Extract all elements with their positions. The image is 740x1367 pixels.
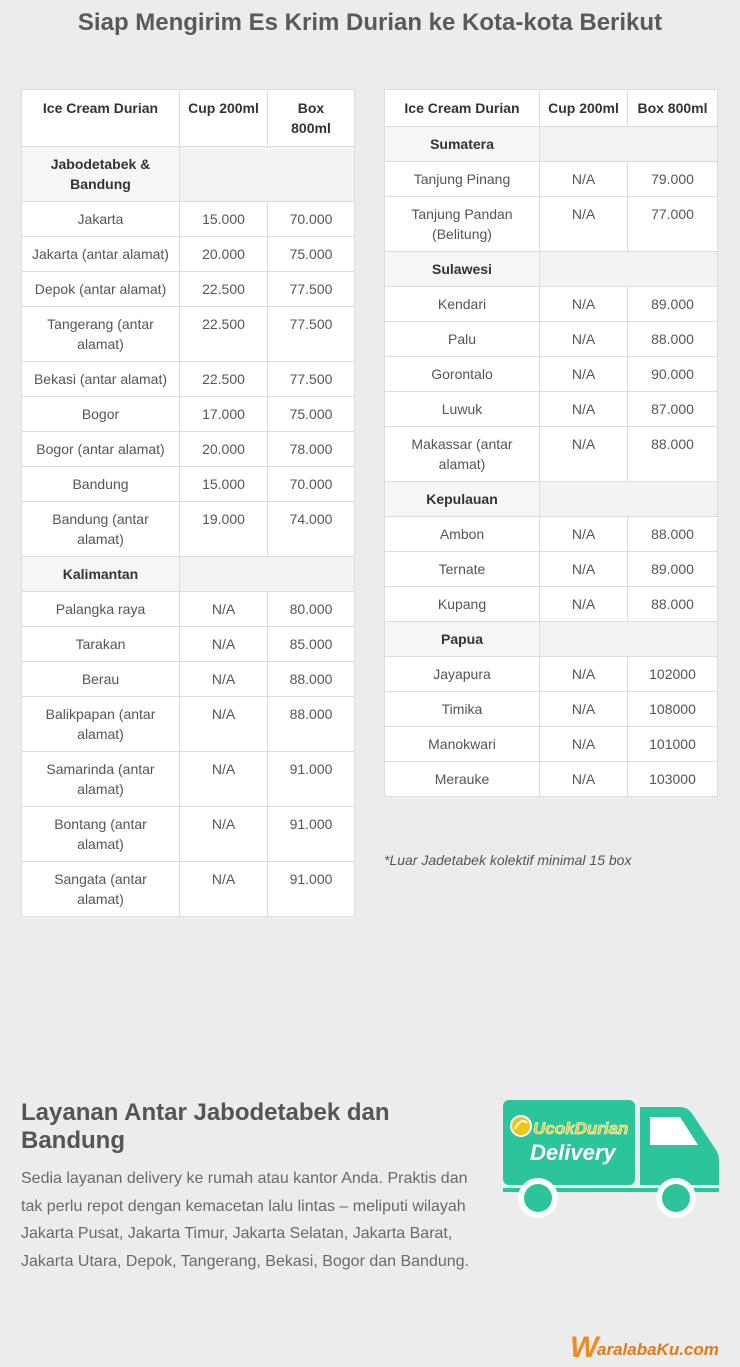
cup-price-cell: N/A xyxy=(540,762,628,797)
cup-price-cell: N/A xyxy=(180,807,268,862)
region-label: Sulawesi xyxy=(385,252,540,287)
box-price-cell: 70.000 xyxy=(268,467,355,502)
table-header-row xyxy=(385,90,718,127)
cup-price-cell: 22.500 xyxy=(180,362,268,397)
price-table-right xyxy=(384,89,718,797)
watermark-logo xyxy=(570,1330,738,1367)
cup-price-cell: N/A xyxy=(180,862,268,917)
cup-price-cell: N/A xyxy=(540,517,628,552)
box-price-cell: 91.000 xyxy=(268,807,355,862)
cup-price-cell: 15.000 xyxy=(180,467,268,502)
cup-price-cell: N/A xyxy=(540,427,628,482)
box-price-cell: 77.500 xyxy=(268,272,355,307)
table-row xyxy=(385,587,718,622)
cup-price-cell: N/A xyxy=(180,592,268,627)
page-title: Siap Mengirim Es Krim Durian ke Kota-kota Berikut xyxy=(77,9,663,36)
city-cell: Ternate xyxy=(385,552,540,587)
cup-price-cell: N/A xyxy=(540,322,628,357)
box-price-cell: 88.000 xyxy=(628,517,718,552)
wheel-rear-hub xyxy=(524,1184,552,1212)
box-price-cell: 91.000 xyxy=(268,752,355,807)
box-price-cell: 88.000 xyxy=(628,322,718,357)
table-body xyxy=(22,147,355,917)
table-row xyxy=(385,197,718,252)
cup-price-cell: N/A xyxy=(540,587,628,622)
durian-logo-icon xyxy=(511,1116,531,1136)
city-cell: Jayapura xyxy=(385,657,540,692)
price-table-left xyxy=(21,89,355,917)
table-row xyxy=(385,427,718,482)
city-cell: Samarinda (antar alamat) xyxy=(22,752,180,807)
region-empty-cell xyxy=(540,252,718,287)
city-cell: Bekasi (antar alamat) xyxy=(22,362,180,397)
table-row xyxy=(385,392,718,427)
cup-price-cell: N/A xyxy=(180,627,268,662)
table-row xyxy=(385,287,718,322)
box-price-cell: 75.000 xyxy=(268,237,355,272)
delivery-truck-icon xyxy=(500,1095,720,1230)
city-cell: Bandung (antar alamat) xyxy=(22,502,180,557)
region-row xyxy=(385,127,718,162)
region-label: Sumatera xyxy=(385,127,540,162)
box-price-cell: 88.000 xyxy=(628,427,718,482)
table-row xyxy=(22,362,355,397)
region-empty-cell xyxy=(180,557,355,592)
cup-price-cell: 17.000 xyxy=(180,397,268,432)
box-price-cell: 88.000 xyxy=(628,587,718,622)
header-cup: Cup 200ml xyxy=(180,90,268,147)
box-price-cell: 88.000 xyxy=(268,697,355,752)
cup-price-cell: N/A xyxy=(540,357,628,392)
city-cell: Palangka raya xyxy=(22,592,180,627)
wheel-front-hub xyxy=(662,1184,690,1212)
truck-brand-text: UcokDurian xyxy=(533,1119,629,1138)
cup-price-cell: N/A xyxy=(540,692,628,727)
city-cell: Gorontalo xyxy=(385,357,540,392)
table-row xyxy=(22,752,355,807)
table-row xyxy=(22,662,355,697)
cup-price-cell: N/A xyxy=(540,727,628,762)
region-empty-cell xyxy=(540,482,718,517)
cup-price-cell: 15.000 xyxy=(180,202,268,237)
box-price-cell: 89.000 xyxy=(628,287,718,322)
cup-price-cell: N/A xyxy=(540,552,628,587)
section-text: Sedia layanan delivery ke rumah atau kantor Anda. Praktis dan tak perlu repot dengan kemacetan lalu lintas – meliputi wilayah Jakarta Pusat, Jakarta Timur, Jakarta Selatan, Jakarta Barat, Jakarta Utara, Depok, Tangerang, Bekasi, Bogor dan Bandung. xyxy=(21,1170,469,1270)
cup-price-cell: N/A xyxy=(540,392,628,427)
region-label: Kepulauan xyxy=(385,482,540,517)
box-price-cell: 102000 xyxy=(628,657,718,692)
table-row xyxy=(385,727,718,762)
table-header-row xyxy=(22,90,355,147)
table-row xyxy=(22,467,355,502)
city-cell: Tanjung Pinang xyxy=(385,162,540,197)
city-cell: Depok (antar alamat) xyxy=(22,272,180,307)
cup-price-cell: N/A xyxy=(540,287,628,322)
box-price-cell: 77.500 xyxy=(268,307,355,362)
box-price-cell: 85.000 xyxy=(268,627,355,662)
header-box: Box 800ml xyxy=(268,90,355,147)
box-price-cell: 108000 xyxy=(628,692,718,727)
region-row xyxy=(385,622,718,657)
city-cell: Tarakan xyxy=(22,627,180,662)
box-price-cell: 87.000 xyxy=(628,392,718,427)
city-cell: Sangata (antar alamat) xyxy=(22,862,180,917)
city-cell: Timika xyxy=(385,692,540,727)
box-price-cell: 101000 xyxy=(628,727,718,762)
city-cell: Kupang xyxy=(385,587,540,622)
header-cup: Cup 200ml xyxy=(540,90,628,127)
city-cell: Manokwari xyxy=(385,727,540,762)
box-price-cell: 103000 xyxy=(628,762,718,797)
region-label: Kalimantan xyxy=(22,557,180,592)
city-cell: Tanjung Pandan (Belitung) xyxy=(385,197,540,252)
cup-price-cell: N/A xyxy=(180,752,268,807)
box-price-cell: 80.000 xyxy=(268,592,355,627)
table-row xyxy=(22,432,355,467)
city-cell: Luwuk xyxy=(385,392,540,427)
city-cell: Ambon xyxy=(385,517,540,552)
city-cell: Makassar (antar alamat) xyxy=(385,427,540,482)
cup-price-cell: 19.000 xyxy=(180,502,268,557)
region-empty-cell xyxy=(540,127,718,162)
cup-price-cell: 22.500 xyxy=(180,307,268,362)
region-row xyxy=(22,147,355,202)
city-cell: Balikpapan (antar alamat) xyxy=(22,697,180,752)
city-cell: Palu xyxy=(385,322,540,357)
table-row xyxy=(22,627,355,662)
box-price-cell: 75.000 xyxy=(268,397,355,432)
city-cell: Bogor (antar alamat) xyxy=(22,432,180,467)
box-price-cell: 78.000 xyxy=(268,432,355,467)
box-price-cell: 77.000 xyxy=(628,197,718,252)
city-cell: Jakarta xyxy=(22,202,180,237)
shipping-note: *Luar Jadetabek kolektif minimal 15 box xyxy=(384,852,632,868)
table-row xyxy=(385,762,718,797)
city-cell: Bandung xyxy=(22,467,180,502)
region-empty-cell xyxy=(180,147,355,202)
region-label: Jabodetabek & Bandung xyxy=(22,147,180,202)
cup-price-cell: 20.000 xyxy=(180,432,268,467)
table-row xyxy=(385,517,718,552)
table-row xyxy=(385,657,718,692)
cup-price-cell: N/A xyxy=(540,162,628,197)
table-row xyxy=(385,322,718,357)
box-price-cell: 74.000 xyxy=(268,502,355,557)
box-price-cell: 91.000 xyxy=(268,862,355,917)
header-name: Ice Cream Durian xyxy=(385,90,540,127)
table-body xyxy=(385,127,718,797)
cup-price-cell: 20.000 xyxy=(180,237,268,272)
cup-price-cell: N/A xyxy=(540,657,628,692)
box-price-cell: 89.000 xyxy=(628,552,718,587)
table-row xyxy=(22,862,355,917)
section-title: Layanan Antar Jabodetabek dan Bandung xyxy=(21,1099,390,1154)
table-row xyxy=(22,307,355,362)
truck-sub-text: Delivery xyxy=(530,1140,616,1165)
city-cell: Tangerang (antar alamat) xyxy=(22,307,180,362)
table-row xyxy=(22,237,355,272)
table-row xyxy=(22,397,355,432)
header-box: Box 800ml xyxy=(628,90,718,127)
box-price-cell: 79.000 xyxy=(628,162,718,197)
city-cell: Jakarta (antar alamat) xyxy=(22,237,180,272)
cup-price-cell: N/A xyxy=(180,697,268,752)
table-row xyxy=(22,807,355,862)
region-label: Papua xyxy=(385,622,540,657)
header-name: Ice Cream Durian xyxy=(22,90,180,147)
table-row xyxy=(385,552,718,587)
watermark-w: W xyxy=(570,1331,599,1362)
box-price-cell: 70.000 xyxy=(268,202,355,237)
city-cell: Berau xyxy=(22,662,180,697)
table-row xyxy=(22,592,355,627)
city-cell: Merauke xyxy=(385,762,540,797)
region-empty-cell xyxy=(540,622,718,657)
box-price-cell: 77.500 xyxy=(268,362,355,397)
table-row xyxy=(22,697,355,752)
table-row xyxy=(385,162,718,197)
region-row xyxy=(22,557,355,592)
cup-price-cell: N/A xyxy=(180,662,268,697)
region-row xyxy=(385,252,718,287)
table-row xyxy=(22,502,355,557)
cup-price-cell: N/A xyxy=(540,197,628,252)
table-row xyxy=(22,202,355,237)
table-row xyxy=(385,357,718,392)
cup-price-cell: 22.500 xyxy=(180,272,268,307)
city-cell: Kendari xyxy=(385,287,540,322)
table-row xyxy=(22,272,355,307)
table-row xyxy=(385,692,718,727)
city-cell: Bontang (antar alamat) xyxy=(22,807,180,862)
box-price-cell: 90.000 xyxy=(628,357,718,392)
delivery-truck-graphic xyxy=(500,1095,720,1225)
watermark-text: aralabaKu.com xyxy=(597,1340,719,1359)
box-price-cell: 88.000 xyxy=(268,662,355,697)
city-cell: Bogor xyxy=(22,397,180,432)
region-row xyxy=(385,482,718,517)
